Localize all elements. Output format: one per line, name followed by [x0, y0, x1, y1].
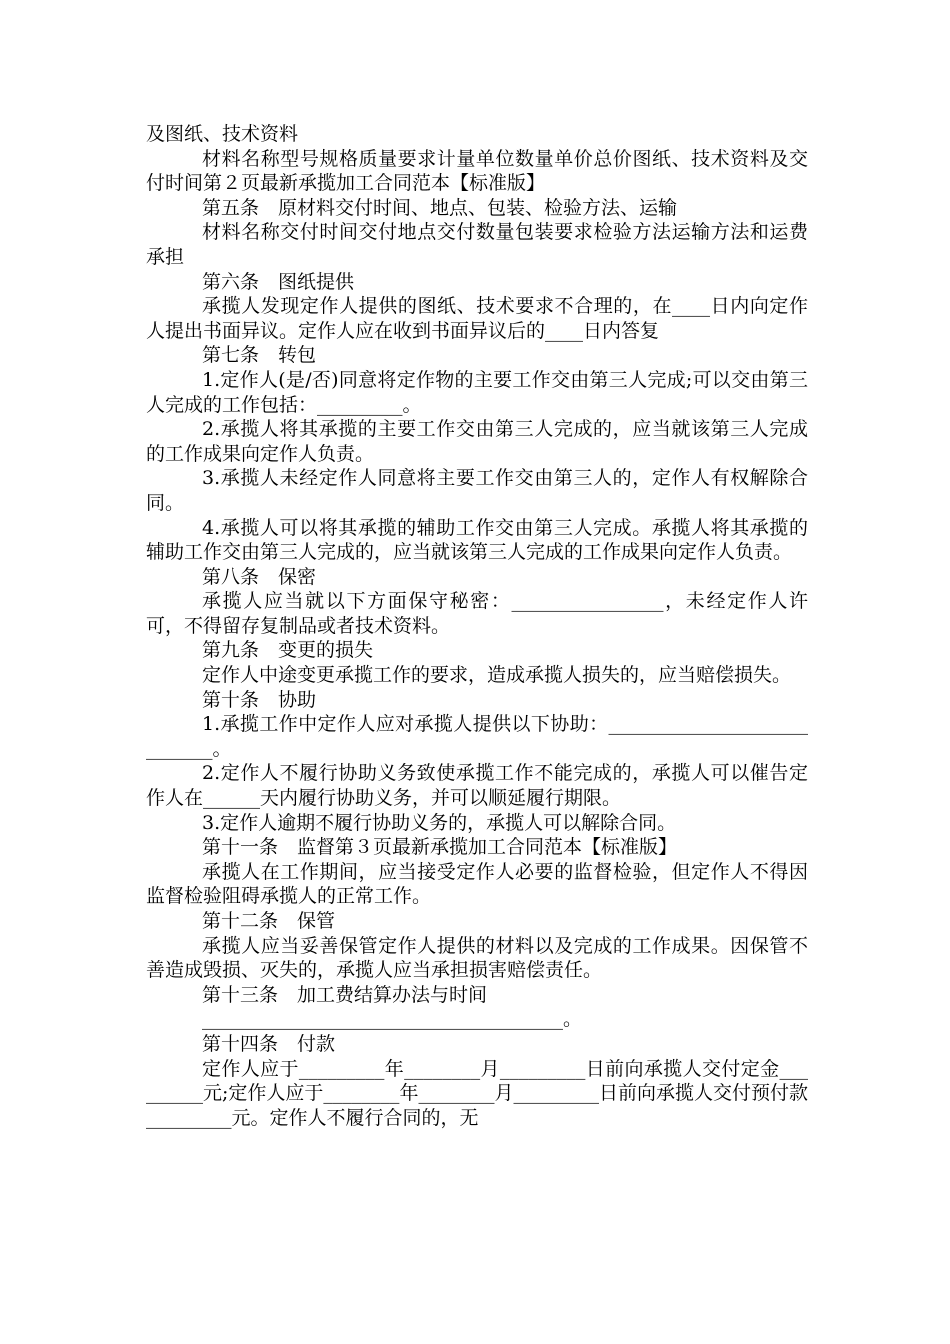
article-heading: 第十二条 保管 — [202, 910, 336, 932]
paragraph: 3.定作人逾期不履行协助义务的，承揽人可以解除合同。 — [202, 811, 677, 834]
article-heading: 第十三条 加工费结算办法与时间 — [202, 983, 488, 1006]
paragraph: 4.承揽人可以将其承揽的辅助工作交由第三人完成。承揽人将其承揽的辅助工作交由第三人完成的，应当就该第三人完成的工作成果向定作人负责。 — [146, 516, 808, 564]
paragraph: 材料名称型号规格质量要求计量单位数量单价总价图纸、技术资料及交付时间第２页最新承揽加工合同范本【标准版】 — [146, 147, 808, 195]
paragraph: 承揽人发现定作人提供的图纸、技术要求不合理的，在____日内向定作人提出书面异议。定作人应在收到书面异议后的____日内答复 — [146, 295, 808, 342]
paragraph: 1.定作人(是/否)同意将定作物的主要工作交由第三人完成;可以交由第三人完成的工作包括：_________。 — [146, 368, 808, 416]
fill-in-blank-line: ______________________________________。 — [202, 1008, 583, 1031]
paragraph: 承揽人应当妥善保管定作人提供的材料以及完成的工作成果。因保管不善造成毁损、灭失的，承揽人应当承担损害赔偿责任。 — [146, 934, 808, 982]
paragraph: 3.承揽人未经定作人同意将主要工作交由第三人的，定作人有权解除合同。 — [146, 467, 808, 514]
article-heading: 第十条 协助 — [202, 688, 317, 711]
article-heading: 第五条 原材料交付时间、地点、包装、检验方法、运输 — [202, 196, 678, 219]
article-heading: 第九条 变更的损失 — [202, 639, 374, 662]
paragraph: 2.定作人不履行协助义务致使承揽工作不能完成的，承揽人可以催告定作人在______天内履行协助义务，并可以顺延履行期限。 — [146, 762, 808, 810]
paragraph: 2.承揽人将其承揽的主要工作交由第三人完成的，应当就该第三人完成的工作成果向定作人负责。 — [146, 418, 808, 465]
article-heading: 第十一条 监督第３页最新承揽加工合同范本【标准版】 — [202, 836, 678, 859]
paragraph: 及图纸、技术资料 — [146, 123, 299, 145]
paragraph: 定作人应于_________年________月_________日前向承揽人交付定金_________元;定作人应于________年________月_________日前向承揽人交付预付款_________元。定作人不履行合同的，无 — [146, 1057, 808, 1129]
article-heading: 第十四条 付款 — [202, 1032, 336, 1055]
paragraph: 承揽人应当就以下方面保守秘密：________________，未经定作人许可，不得留存复制品或者技术资料。 — [146, 590, 808, 637]
article-heading: 第六条 图纸提供 — [202, 270, 355, 293]
paragraph: 1.承揽工作中定作人应对承揽人提供以下协助：____________________________。 — [146, 713, 808, 760]
paragraph: 承揽人在工作期间，应当接受定作人必要的监督检验，但定作人不得因监督检验阻碍承揽人的正常工作。 — [146, 860, 808, 908]
article-heading: 第七条 转包 — [202, 344, 317, 367]
contract-page — [146, 122, 808, 1130]
paragraph: 定作人中途变更承揽工作的要求，造成承揽人损失的，应当赔偿损失。 — [202, 664, 792, 687]
paragraph: 材料名称交付时间交付地点交付数量包装要求检验方法运输方法和运费承担 — [146, 221, 808, 268]
article-heading: 第八条 保密 — [202, 565, 317, 588]
